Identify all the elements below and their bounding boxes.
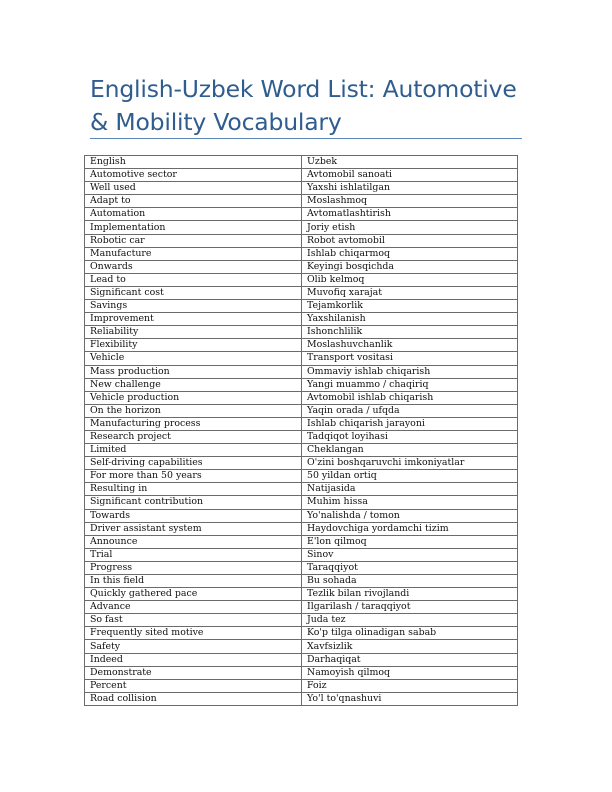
table-row <box>85 496 518 509</box>
uzbek-term-cell: Muhim hissa <box>302 496 518 509</box>
uzbek-term-cell: Ko'p tilga olinadigan sabab <box>302 627 518 640</box>
english-term-cell: Flexibility <box>85 339 302 352</box>
english-term-cell: Onwards <box>85 260 302 273</box>
uzbek-term-cell: E'lon qilmoq <box>302 535 518 548</box>
uzbek-term-cell: Moslashuvchanlik <box>302 339 518 352</box>
english-term-cell: Demonstrate <box>85 666 302 679</box>
table-row <box>85 391 518 404</box>
uzbek-term-cell: Olib kelmoq <box>302 273 518 286</box>
english-term-cell: Advance <box>85 601 302 614</box>
uzbek-term-cell: Ilgarilash / taraqqiyot <box>302 601 518 614</box>
table-row <box>85 339 518 352</box>
table-row <box>85 260 518 273</box>
table-row <box>85 444 518 457</box>
uzbek-term-cell: Robot avtomobil <box>302 234 518 247</box>
english-term-cell: Significant cost <box>85 286 302 299</box>
table-row <box>85 247 518 260</box>
english-term-cell: Implementation <box>85 221 302 234</box>
table-row <box>85 692 518 705</box>
uzbek-term-cell: Yaxshi ishlatilgan <box>302 182 518 195</box>
table-row <box>85 548 518 561</box>
english-term-cell: Automation <box>85 208 302 221</box>
table-row <box>85 182 518 195</box>
table-row <box>85 483 518 496</box>
english-term-cell: Manufacture <box>85 247 302 260</box>
english-term-cell: Resulting in <box>85 483 302 496</box>
uzbek-term-cell: Tadqiqot loyihasi <box>302 430 518 443</box>
uzbek-term-cell: Tejamkorlik <box>302 300 518 313</box>
table-row <box>85 300 518 313</box>
uzbek-term-cell: Keyingi bosqichda <box>302 260 518 273</box>
table-row <box>85 365 518 378</box>
table-row <box>85 417 518 430</box>
uzbek-term-cell: Ishonchlilik <box>302 326 518 339</box>
table-row <box>85 286 518 299</box>
english-term-cell: Reliability <box>85 326 302 339</box>
english-term-cell: Indeed <box>85 653 302 666</box>
english-term-cell: Vehicle production <box>85 391 302 404</box>
english-term-cell: Mass production <box>85 365 302 378</box>
english-term-cell: Quickly gathered pace <box>85 588 302 601</box>
uzbek-term-cell: Taraqqiyot <box>302 561 518 574</box>
english-term-cell: Towards <box>85 509 302 522</box>
table-row <box>85 679 518 692</box>
uzbek-term-cell: Yaxshilanish <box>302 313 518 326</box>
uzbek-term-cell: Bu sohada <box>302 575 518 588</box>
uzbek-term-cell: Avtomobil sanoati <box>302 169 518 182</box>
page-title: English-Uzbek Word List: Automotive & Mobility Vocabulary <box>90 75 517 136</box>
uzbek-term-cell: O'zini boshqaruvchi imkoniyatlar <box>302 457 518 470</box>
uzbek-term-cell: Xavfsizlik <box>302 640 518 653</box>
table-row <box>85 404 518 417</box>
uzbek-term-cell: Ishlab chiqarmoq <box>302 247 518 260</box>
uzbek-term-cell: Muvofiq xarajat <box>302 286 518 299</box>
english-term-cell: So fast <box>85 614 302 627</box>
table-row <box>85 195 518 208</box>
uzbek-term-cell: Darhaqiqat <box>302 653 518 666</box>
english-term-cell: Improvement <box>85 313 302 326</box>
uzbek-term-cell: Natijasida <box>302 483 518 496</box>
english-term-cell: Lead to <box>85 273 302 286</box>
english-term-cell: Adapt to <box>85 195 302 208</box>
english-term-cell: Road collision <box>85 692 302 705</box>
uzbek-term-cell: Ishlab chiqarish jarayoni <box>302 417 518 430</box>
uzbek-term-cell: Cheklangan <box>302 444 518 457</box>
table-row <box>85 640 518 653</box>
header-uzbek: Uzbek <box>302 156 518 169</box>
english-term-cell: Trial <box>85 548 302 561</box>
table-row <box>85 378 518 391</box>
english-term-cell: Frequently sited motive <box>85 627 302 640</box>
english-term-cell: Savings <box>85 300 302 313</box>
english-term-cell: New challenge <box>85 378 302 391</box>
english-term-cell: Robotic car <box>85 234 302 247</box>
english-term-cell: Vehicle <box>85 352 302 365</box>
english-term-cell: Announce <box>85 535 302 548</box>
uzbek-term-cell: Joriy etish <box>302 221 518 234</box>
uzbek-term-cell: Tezlik bilan rivojlandi <box>302 588 518 601</box>
english-term-cell: Self-driving capabilities <box>85 457 302 470</box>
english-term-cell: On the horizon <box>85 404 302 417</box>
table-row <box>85 470 518 483</box>
table-row <box>85 457 518 470</box>
uzbek-term-cell: Namoyish qilmoq <box>302 666 518 679</box>
table-row <box>85 575 518 588</box>
vocabulary-table <box>84 155 518 706</box>
uzbek-term-cell: 50 yildan ortiq <box>302 470 518 483</box>
english-term-cell: Limited <box>85 444 302 457</box>
table-row <box>85 221 518 234</box>
table-row <box>85 352 518 365</box>
table-row <box>85 627 518 640</box>
table-row <box>85 273 518 286</box>
uzbek-term-cell: Sinov <box>302 548 518 561</box>
table-row <box>85 653 518 666</box>
uzbek-term-cell: Haydovchiga yordamchi tizim <box>302 522 518 535</box>
table-row <box>85 208 518 221</box>
english-term-cell: Manufacturing process <box>85 417 302 430</box>
table-row <box>85 666 518 679</box>
english-term-cell: Progress <box>85 561 302 574</box>
uzbek-term-cell: Yangi muammo / chaqiriq <box>302 378 518 391</box>
table-row <box>85 522 518 535</box>
english-term-cell: Research project <box>85 430 302 443</box>
uzbek-term-cell: Moslashmoq <box>302 195 518 208</box>
table-row <box>85 614 518 627</box>
english-term-cell: Safety <box>85 640 302 653</box>
table-row <box>85 313 518 326</box>
uzbek-term-cell: Yo'l to'qnashuvi <box>302 692 518 705</box>
header-english: English <box>85 156 302 169</box>
uzbek-term-cell: Yaqin orada / ufqda <box>302 404 518 417</box>
english-term-cell: Percent <box>85 679 302 692</box>
table-row <box>85 588 518 601</box>
vocabulary-table-body <box>85 169 518 706</box>
uzbek-term-cell: Foiz <box>302 679 518 692</box>
table-row <box>85 509 518 522</box>
table-header-row <box>85 156 518 169</box>
table-row <box>85 326 518 339</box>
uzbek-term-cell: Ommaviy ishlab chiqarish <box>302 365 518 378</box>
uzbek-term-cell: Avtomatlashtirish <box>302 208 518 221</box>
table-row <box>85 601 518 614</box>
table-row <box>85 234 518 247</box>
english-term-cell: Well used <box>85 182 302 195</box>
english-term-cell: Significant contribution <box>85 496 302 509</box>
english-term-cell: In this field <box>85 575 302 588</box>
english-term-cell: For more than 50 years <box>85 470 302 483</box>
uzbek-term-cell: Transport vositasi <box>302 352 518 365</box>
table-row <box>85 169 518 182</box>
table-row <box>85 430 518 443</box>
english-term-cell: Driver assistant system <box>85 522 302 535</box>
uzbek-term-cell: Yo'nalishda / tomon <box>302 509 518 522</box>
table-row <box>85 561 518 574</box>
table-row <box>85 535 518 548</box>
title-underline <box>90 138 522 139</box>
english-term-cell: Automotive sector <box>85 169 302 182</box>
uzbek-term-cell: Avtomobil ishlab chiqarish <box>302 391 518 404</box>
uzbek-term-cell: Juda tez <box>302 614 518 627</box>
